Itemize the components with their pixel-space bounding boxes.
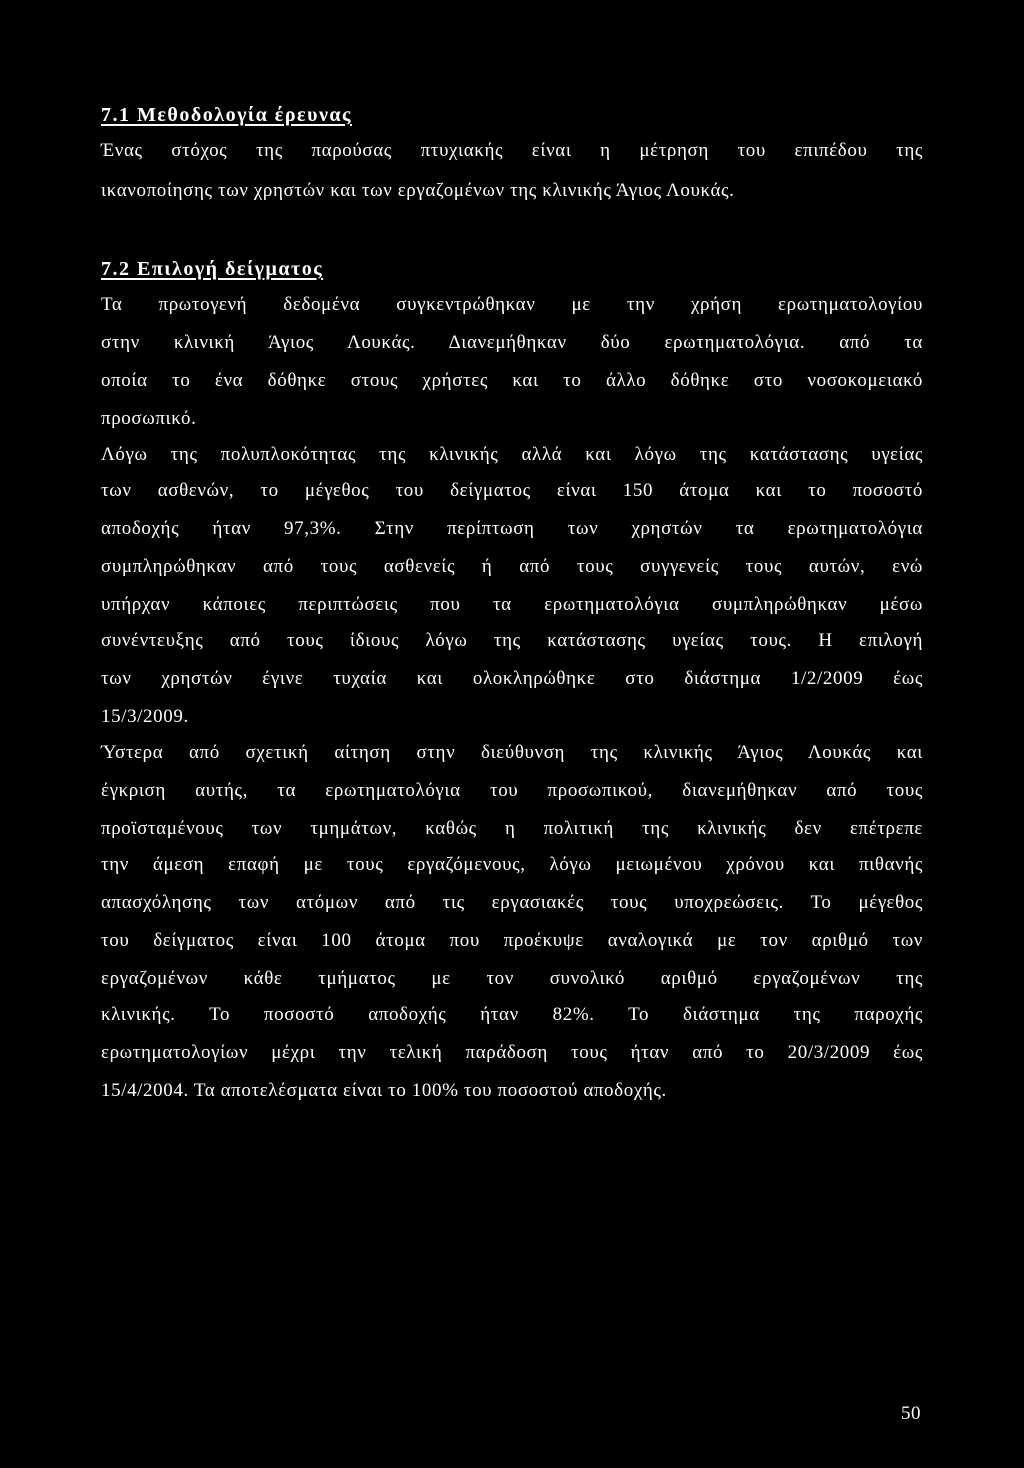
text-line: προσωπικό. bbox=[101, 408, 197, 429]
text-line: έγκριση αυτής, τα ερωτηματολόγια του προσωπικού, διανεμήθηκαν από τους bbox=[101, 780, 923, 801]
text-line: Ένας στόχος της παρούσας πτυχιακής είναι η μέτρηση του επιπέδου της bbox=[101, 140, 923, 161]
text-line: των χρηστών έγινε τυχαία και ολοκληρώθηκε στο διάστημα 1/2/2009 έως bbox=[101, 668, 923, 689]
text-line: 15/3/2009. bbox=[101, 706, 189, 727]
text-line: 15/4/2004. Τα αποτελέσματα είναι το 100% του ποσοστού αποδοχής. bbox=[101, 1080, 667, 1101]
text-line: των ασθενών, το μέγεθος του δείγματος είναι 150 άτομα και το ποσοστό bbox=[101, 480, 923, 501]
text-line: προϊσταμένους των τμημάτων, καθώς η πολιτική της κλινικής δεν επέτρεπε bbox=[101, 818, 923, 839]
text-line: απασχόλησης των ατόμων από τις εργασιακές τους υποχρεώσεις. Το μέγεθος bbox=[101, 892, 923, 913]
text-line: ερωτηματολογίων μέχρι την τελική παράδοση τους ήταν από το 20/3/2009 έως bbox=[101, 1042, 923, 1063]
text-line: εργαζομένων κάθε τμήματος με τον συνολικό αριθμό εργαζομένων της bbox=[101, 968, 923, 989]
text-line: Λόγω της πολυπλοκότητας της κλινικής αλλά και λόγω της κατάστασης υγείας bbox=[101, 444, 923, 465]
text-line: υπήρχαν κάποιες περιπτώσεις που τα ερωτηματολόγια συμπληρώθηκαν μέσω bbox=[101, 594, 923, 615]
text-line: οποία το ένα δόθηκε στους χρήστες και το άλλο δόθηκε στο νοσοκομειακό bbox=[101, 370, 923, 391]
text-line: ικανοποίησης των χρηστών και των εργαζομένων της κλινικής Άγιος Λουκάς. bbox=[101, 180, 735, 201]
text-line: αποδοχής ήταν 97,3%. Στην περίπτωση των χρηστών τα ερωτηματολόγια bbox=[101, 518, 923, 539]
text-line: Τα πρωτογενή δεδομένα συγκεντρώθηκαν με την χρήση ερωτηματολογίου bbox=[101, 294, 923, 315]
text-line: Ύστερα από σχετική αίτηση στην διεύθυνση της κλινικής Άγιος Λουκάς και bbox=[101, 742, 923, 763]
page-number: 50 bbox=[901, 1403, 921, 1424]
section-heading-7-1: 7.1 Μεθοδολογία έρευνας bbox=[101, 104, 352, 126]
text-line: συμπληρώθηκαν από τους ασθενείς ή από τους συγγενείς τους αυτών, ενώ bbox=[101, 556, 923, 577]
text-line: κλινικής. Το ποσοστό αποδοχής ήταν 82%. Το διάστημα της παροχής bbox=[101, 1004, 923, 1025]
text-line: του δείγματος είναι 100 άτομα που προέκυψε αναλογικά με τον αριθμό των bbox=[101, 930, 923, 951]
text-line: την άμεση επαφή με τους εργαζόμενους, λόγω μειωμένου χρόνου και πιθανής bbox=[101, 854, 923, 875]
section-heading-7-2: 7.2 Επιλογή δείγματος bbox=[101, 258, 324, 280]
text-line: στην κλινική Άγιος Λουκάς. Διανεμήθηκαν δύο ερωτηματολόγια. από τα bbox=[101, 332, 923, 353]
text-line: συνέντευξης από τους ίδιους λόγω της κατάστασης υγείας τους. Η επιλογή bbox=[101, 630, 923, 651]
